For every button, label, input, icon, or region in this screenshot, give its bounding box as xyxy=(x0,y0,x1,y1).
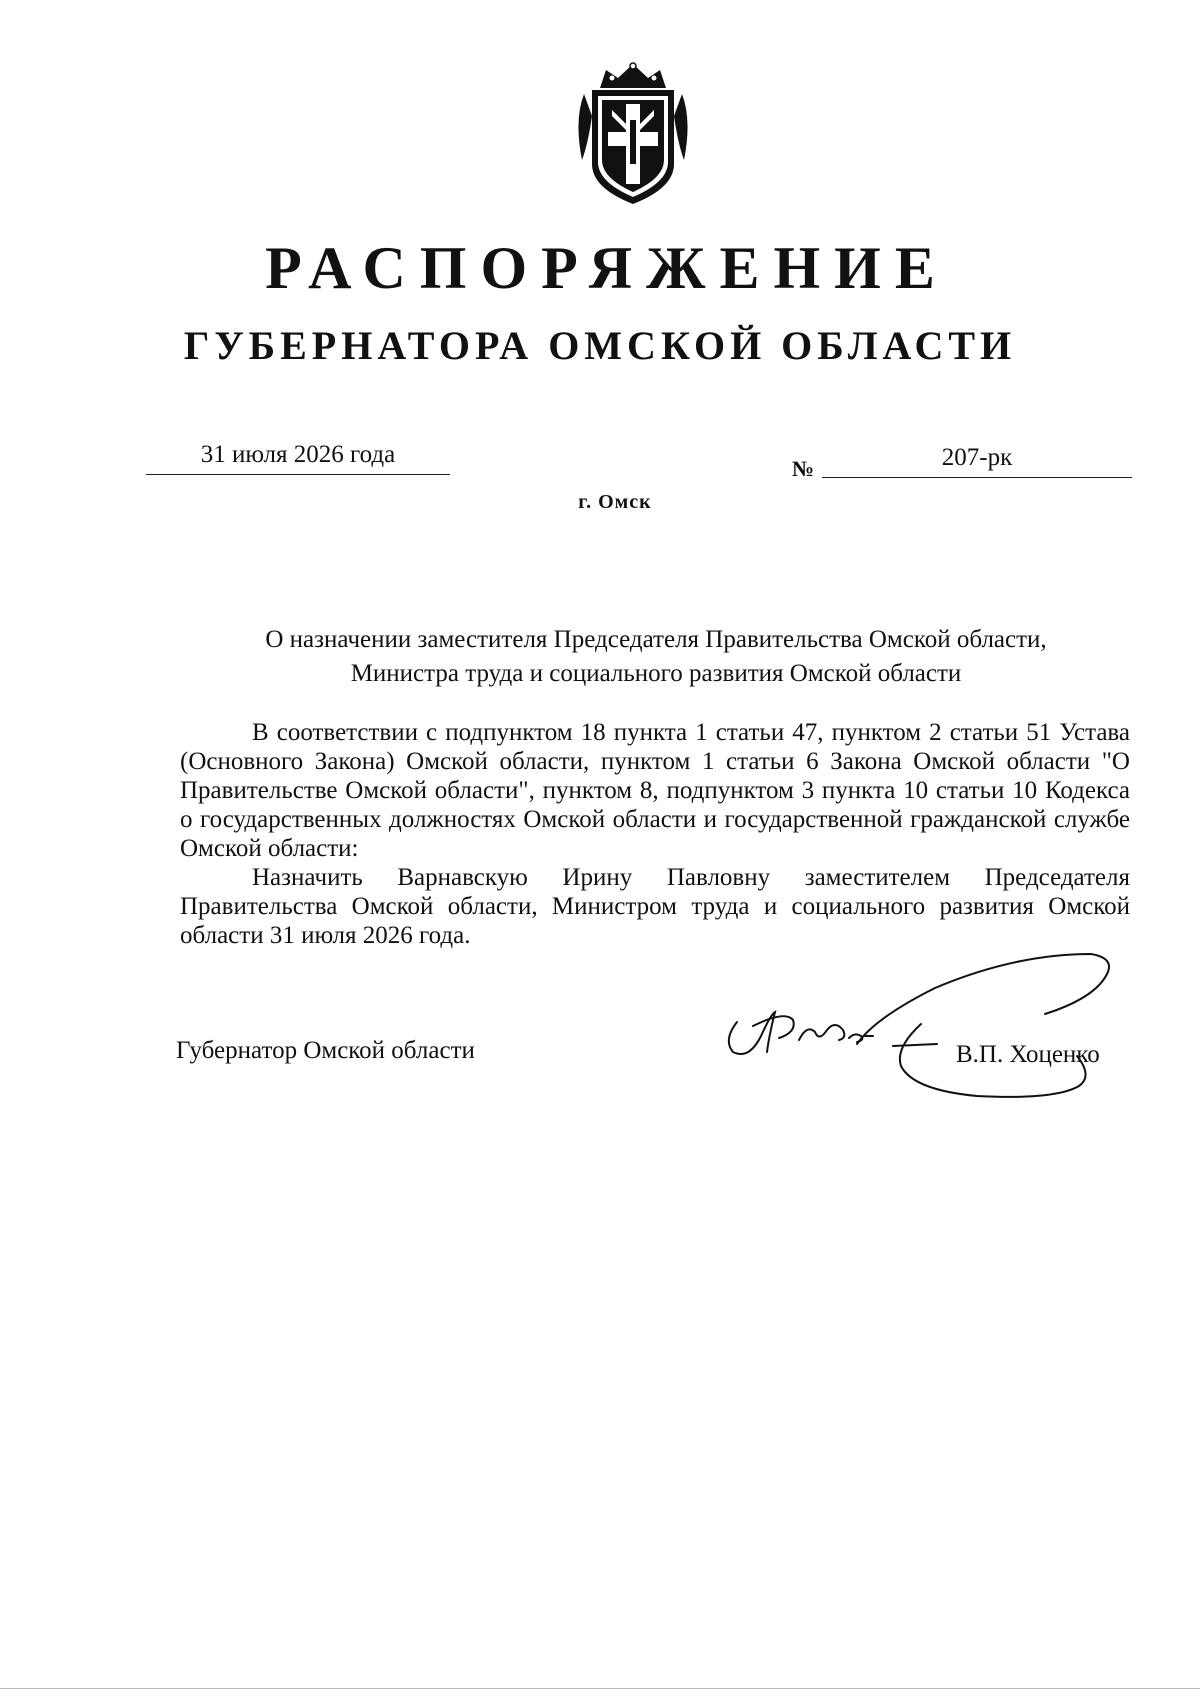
issuer-title: ГУБЕРНАТОРА ОМСКОЙ ОБЛАСТИ xyxy=(183,323,1017,368)
number-underline xyxy=(822,477,1132,478)
document-subject xyxy=(160,623,1152,691)
number-sign: № xyxy=(792,456,815,481)
date-underline xyxy=(146,474,450,475)
subject-line-2: Министра труда и социального развития Омской области xyxy=(350,660,962,687)
omsk-coat-of-arms-icon xyxy=(572,60,694,208)
document-type-title: РАСПОРЯЖЕНИЕ xyxy=(265,235,949,301)
handwritten-signature-icon xyxy=(715,940,1135,1120)
document-date: 31 июля 2026 года xyxy=(200,441,396,468)
subject-line-1: О назначении заместителя Председателя Правительства Омской области, xyxy=(265,626,1047,653)
document-number: 207-рк xyxy=(941,444,1013,471)
signer-title: Губернатор Омской области xyxy=(176,1037,475,1064)
page-bottom-rule xyxy=(0,1688,1200,1689)
city-label: г. Омск xyxy=(578,491,652,513)
body-paragraph-basis: В соответствии с подпунктом 18 пункта 1 статьи 47, пунктом 2 статьи 51 Устава (Основного Закона) Омской области, пунктом 1 статьи 6 Закона Омской области "О Правительстве Омской области", пунктом 8, подпунктом 3 пункта 10 статьи 10 Кодекса о государственных должностях Омской области и государственной гражданской службе Омской области: xyxy=(180,719,1130,862)
document-body xyxy=(180,718,1130,950)
signer-name: В.П. Хоценко xyxy=(956,1041,1100,1068)
body-paragraph-order: Назначить Варнавскую Ирину Павловну заместителем Председателя Правительства Омской области, Министром труда и социального развития Омской области 31 июля 2026 года. xyxy=(180,864,1130,949)
